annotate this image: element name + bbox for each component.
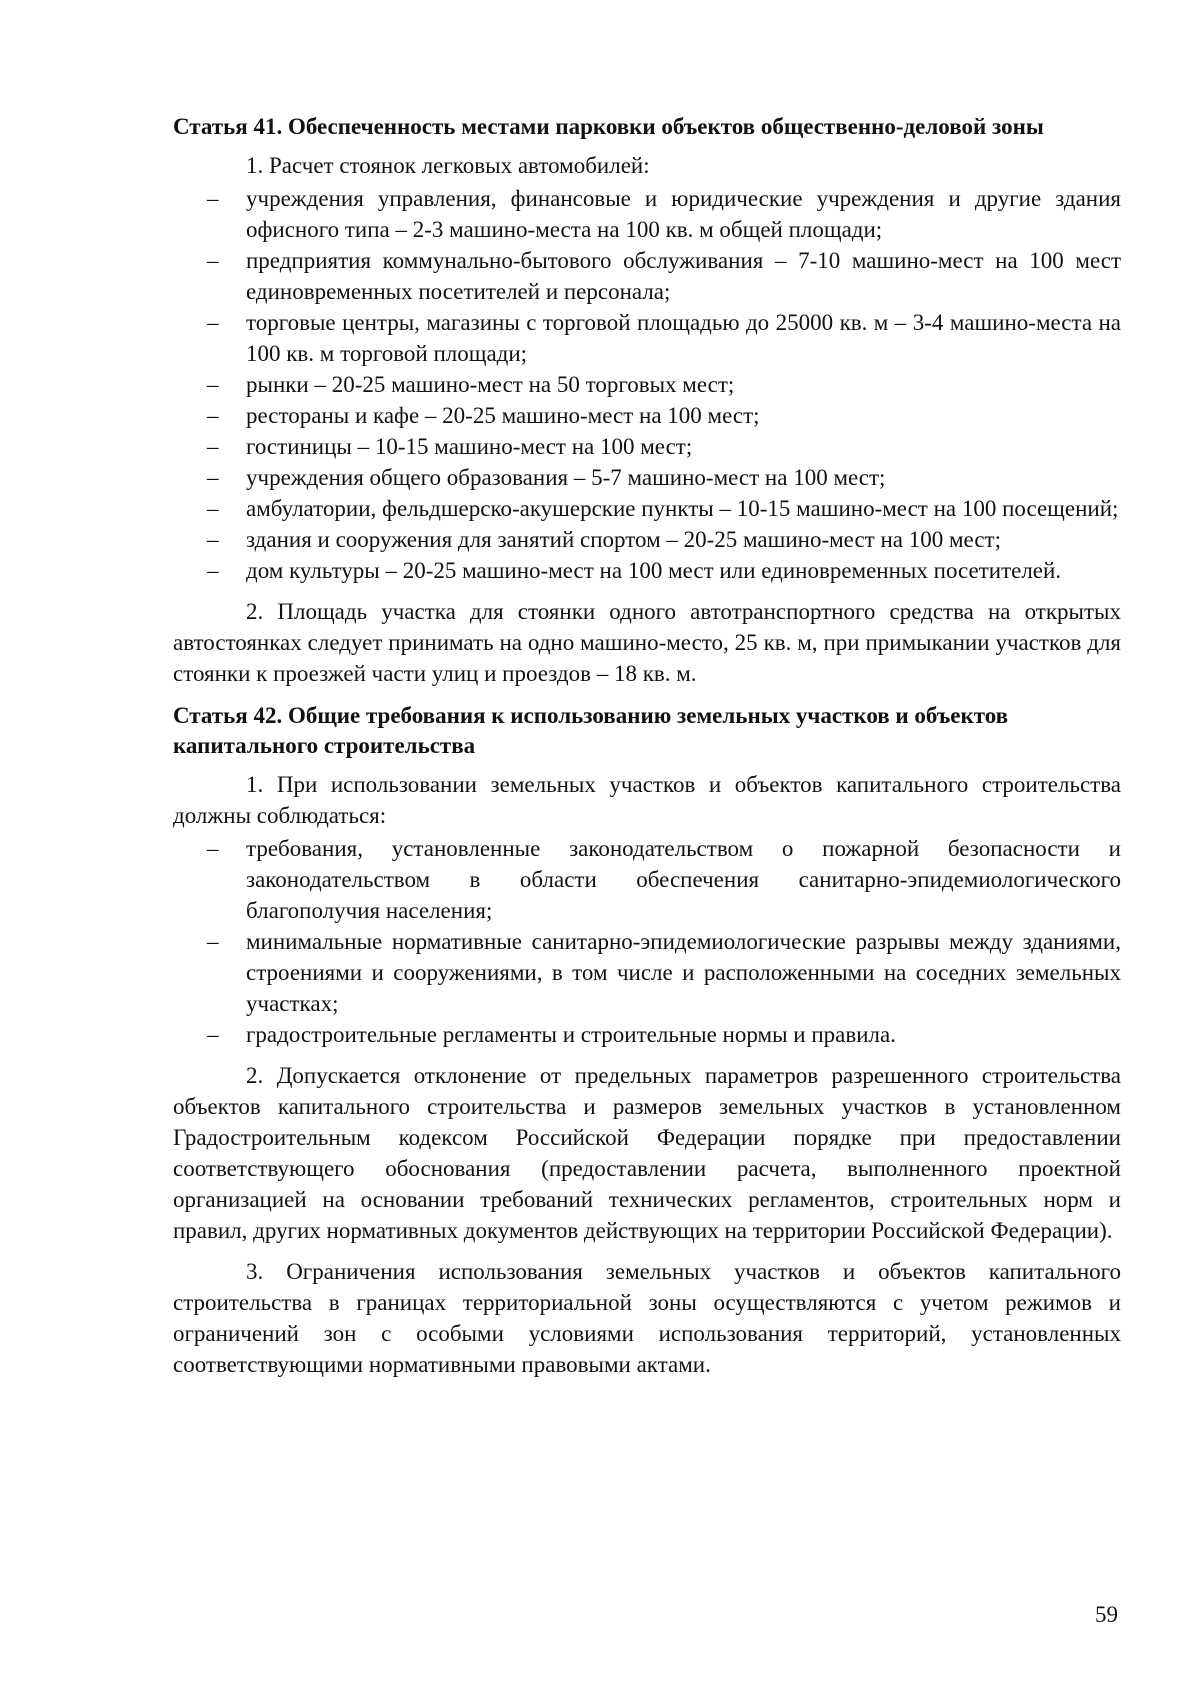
dash-bullet: – <box>207 434 219 459</box>
list-item-text: минимальные нормативные санитарно-эпидемиологические разрывы между зданиями, строениями и сооружениями, в том числе и расположенными на соседних земельных участках; <box>246 929 1121 1016</box>
list-item-text: учреждения управления, финансовые и юридические учреждения и другие здания офисного типа – 2-3 машино-места на 100 кв. м общей площади; <box>246 186 1121 242</box>
article-42-intro: 1. При использовании земельных участков и объектов капитального строительства должны соблюдаться: <box>173 772 1121 828</box>
list-item-text: рестораны и кафе – 20-25 машино-мест на 100 мест; <box>246 403 760 428</box>
article-42-paragraph-3: 3. Ограничения использования земельных участков и объектов капитального строительства в границах территориальной зоны осуществляются с учетом режимов и ограничений зон с особыми условиями использования территорий, установленных соответствующими нормативными правовыми актами. <box>173 1259 1121 1377</box>
dash-bullet: – <box>207 929 219 954</box>
list-item <box>173 245 1121 307</box>
list-item-text: рынки – 20-25 машино-мест на 50 торговых мест; <box>246 372 735 397</box>
list-item-text: гостиницы – 10-15 машино-мест на 100 мест; <box>246 434 693 459</box>
list-item <box>173 524 1121 555</box>
article-41-intro: 1. Расчет стоянок легковых автомобилей: <box>246 153 650 178</box>
page-content <box>173 112 1121 1380</box>
list-item <box>173 369 1121 400</box>
list-item-text: градостроительные регламенты и строительные нормы и правила. <box>246 1022 896 1047</box>
dash-bullet: – <box>207 372 219 397</box>
dash-bullet: – <box>207 465 219 490</box>
list-item <box>173 462 1121 493</box>
list-item-text: требования, установленные законодательством о пожарной безопасности и законодательством в области обеспечения санитарно-эпидемиологического благополучия населения; <box>246 836 1121 923</box>
dash-bullet: – <box>207 558 219 583</box>
article-41-paragraph-2: 2. Площадь участка для стоянки одного автотранспортного средства на открытых автостоянках следует принимать на одно машино-место, 25 кв. м, при примыкании участков для стоянки к проезжей части улиц и проездов – 18 кв. м. <box>173 599 1121 686</box>
article-42-list <box>173 833 1121 1050</box>
page-number: 59 <box>1095 1602 1118 1627</box>
dash-bullet: – <box>207 1022 219 1047</box>
article-41-list <box>173 183 1121 586</box>
list-item <box>173 493 1121 524</box>
list-item-text: дом культуры – 20-25 машино-мест на 100 мест или единовременных посетителей. <box>246 558 1062 583</box>
list-item <box>173 555 1121 586</box>
list-item-text: здания и сооружения для занятий спортом – 20-25 машино-мест на 100 мест; <box>246 527 1001 552</box>
list-item <box>173 307 1121 369</box>
article-42-paragraph-2: 2. Допускается отклонение от предельных параметров разрешенного строительства объектов капитального строительства и размеров земельных участков в установленном Градостроительным кодексом Российской Федерации порядке при предоставлении соответствующего обоснования (предоставлении расчета, выполненного проектной организацией на основании требований технических регламентов, строительных норм и правил, других нормативных документов действующих на территории Российской Федерации). <box>173 1063 1121 1243</box>
dash-bullet: – <box>207 403 219 428</box>
list-item-text: амбулатории, фельдшерско-акушерские пункты – 10-15 машино-мест на 100 посещений; <box>246 496 1119 521</box>
list-item <box>173 926 1121 1019</box>
list-item <box>173 400 1121 431</box>
list-item <box>173 431 1121 462</box>
article-41-heading: Статья 41. Обеспеченность местами парковки объектов общественно-деловой зоны <box>173 114 1044 139</box>
list-item <box>173 833 1121 926</box>
dash-bullet: – <box>207 186 219 211</box>
dash-bullet: – <box>207 310 219 335</box>
dash-bullet: – <box>207 248 219 273</box>
dash-bullet: – <box>207 496 219 521</box>
list-item <box>173 183 1121 245</box>
list-item-text: торговые центры, магазины с торговой площадью до 25000 кв. м – 3-4 машино-места на 100 кв. м торговой площади; <box>246 310 1121 366</box>
list-item-text: предприятия коммунально-бытового обслуживания – 7-10 машино-мест на 100 мест единовременных посетителей и персонала; <box>246 248 1121 304</box>
dash-bullet: – <box>207 836 219 861</box>
list-item-text: учреждения общего образования – 5-7 машино-мест на 100 мест; <box>246 465 886 490</box>
list-item <box>173 1019 1121 1050</box>
dash-bullet: – <box>207 527 219 552</box>
article-42-heading: Статья 42. Общие требования к использованию земельных участков и объектов капитального строительства <box>173 703 1009 758</box>
